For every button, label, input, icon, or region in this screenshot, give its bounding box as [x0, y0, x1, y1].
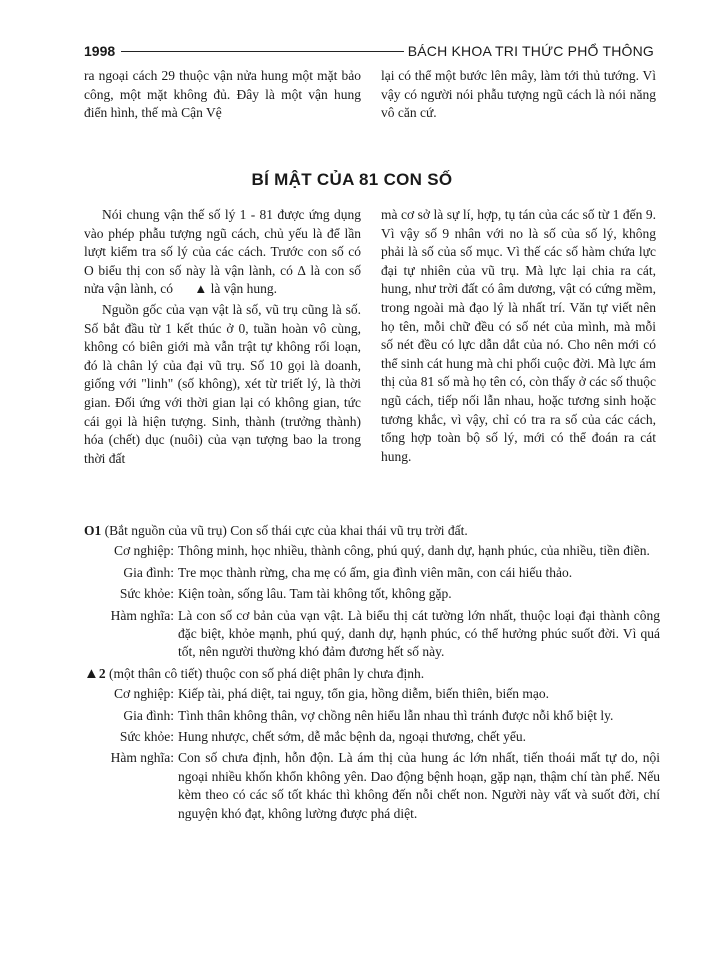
entry-1	[84, 522, 660, 662]
header-rule	[121, 51, 404, 52]
entry-heading	[84, 665, 660, 683]
entry-row	[84, 542, 660, 560]
entry-text: Tre mọc thành rừng, cha mẹ có ấm, gia đình viên mãn, con cái hiếu thảo.	[178, 564, 573, 580]
entry-2	[84, 665, 660, 823]
entry-text: Con số chưa định, hỗn độn. Là ám thị của hung ác lớn nhất, tiến thoái mất tự do, nội ngoại nhiều khốn khổn không yên. Dao động bệnh hoạn, gặp nạn, thậm chí tàn phế. Nếu kèm theo có các số tốt khác thì không đến nỗi chết non. Người này vất và suốt đời, chí nguyện khó đạt, không lường được phá diệt.	[178, 750, 660, 821]
entry-row	[84, 728, 660, 746]
entry-label: Cơ nghiệp:	[113, 686, 174, 702]
entry-heading	[84, 522, 660, 540]
entry-description: (Bắt nguồn của vũ trụ) Con số thái cực của khai thái vũ trụ trời đất.	[104, 523, 468, 538]
entry-label: Sức khỏe:	[119, 586, 174, 602]
number-entries	[84, 522, 660, 826]
entry-row	[84, 564, 660, 582]
top-right-paragraph: lại có thể một bước lên mây, làm tới thủ tướng. Vì vậy có người nói phẫu tượng ngũ cách là nói năng vô căn cứ.	[381, 68, 656, 121]
entry-label: Gia đình:	[123, 564, 174, 580]
page-number: 1998	[84, 43, 116, 59]
top-left-column	[84, 67, 361, 123]
entry-text: Thông minh, học nhiều, thành công, phú quý, danh dự, hạnh phúc, của nhiều, tiền điền.	[178, 543, 650, 559]
entry-label: Gia đình:	[123, 707, 174, 723]
entry-text: Kiếp tài, phá diệt, tai nguy, tổn gia, hồng diễm, biến thiên, biến mạo.	[178, 686, 550, 702]
entry-label: Hàm nghĩa:	[110, 750, 174, 766]
top-left-paragraph: ra ngoại cách 29 thuộc vận nửa hung một mặt bảo công, một mặt không đủ. Đây là một vận hung điển hình, thế mà Cận Vệ	[84, 68, 361, 121]
body-left-column	[84, 206, 361, 468]
top-right-column	[381, 67, 656, 123]
body-right-column	[381, 206, 656, 466]
entry-label: Cơ nghiệp:	[113, 543, 174, 559]
triangle-icon: ▲	[194, 281, 208, 297]
entry-row	[84, 685, 660, 703]
entry-number: 2	[98, 665, 106, 681]
body-paragraph-1	[84, 206, 361, 299]
triangle-icon: ▲	[84, 665, 99, 682]
entry-text: Tình thân không thân, vợ chồng nên hiểu lẫn nhau thì tránh được nỗi khổ biệt ly.	[178, 707, 614, 723]
entry-label: Sức khỏe:	[119, 729, 174, 745]
entry-label: Hàm nghĩa:	[110, 607, 174, 623]
entry-text: Là con số cơ bản của vạn vật. Là biểu thị cát tường lớn nhất, thuộc loại đại thành công đặc biệt, khỏe mạnh, phú quý, danh dự, hạnh phúc, có thể hưởng phúc suốt đời. Vì quá tốt, nên người thường khó đảm đương hết số này.	[178, 607, 660, 660]
entry-row	[84, 749, 660, 823]
running-header	[84, 41, 654, 61]
entry-row	[84, 607, 660, 662]
section-title: BÍ MẬT CỦA 81 CON SỐ	[251, 170, 453, 189]
body-paragraph-1-start: Nói chung vận thế số lý 1 - 81 được ứng dụng vào phép phẫu tượng ngũ cách, chủ yếu là để lần lượt kiểm tra số lý của các cách. Trước con số có O biểu thị con số này là vận lành, có ∆ là con số nửa vận lành, có	[84, 207, 361, 297]
body-paragraph-1-end: là vận hung.	[210, 281, 278, 297]
body-paragraph-2: Nguồn gốc của vạn vật là số, vũ trụ cũng là số. Số bắt đầu từ 1 kết thúc ở 0, tuần hoàn vô cùng, không có biên giới mà vẫn trật tự không rối loạn, đó là chân lý của đại vũ trụ. Số 10 gọi là doanh, giống với "linh" (số không), xét từ triết lý, là thời gian. Đối ứng với thời gian lại có không gian, tức cái gọi là hiện tượng. Sinh, thành (trưởng thành) hóa (chết) dục (nuôi) của vạn tượng bao la trong thời đất	[84, 301, 361, 466]
entry-text: Hung nhược, chết sớm, dễ mắc bệnh da, ngoại thương, chết yểu.	[178, 729, 526, 745]
entry-row	[84, 707, 660, 725]
book-title: BÁCH KHOA TRI THỨC PHỔ THÔNG	[407, 43, 654, 59]
body-paragraph-3: mà cơ sở là sự lí, hợp, tụ tán của các số từ 1 đến 9. Vì vậy số 9 nhân với no là số của số lý, không phải là số của số mục. Vì thế các số hàm chứa lực đại tự nhiên của vũ trụ. Mà lực lại chia ra cát, hung, như trời đất có âm dương, vật có cứng mềm, trong ngoài mà đạo lý là nhất trí. Văn tự viết nên họ tên, mỗi chữ đều có số nét của mình, mà mỗi số nét đều có lực dẫn dắt của nó. Cho nên mới có thể sinh cát hung mà chi phối cuộc đời. Mà lực ám thị của 81 số mà họ tên có, còn thấy ở các số thuộc ngũ cách, tiếp nối lẫn nhau, hoặc tương sinh hoặc tương khắc, vì vậy, chỉ có tra ra số của các cách, tổng hợp toàn bộ số lý, mới có thể đoán ra cát hung.	[381, 207, 656, 464]
entry-row	[84, 585, 660, 603]
entry-description: (một thân cô tiết) thuộc con số phá diệt phân ly chưa định.	[108, 665, 425, 681]
entry-number: O1	[84, 523, 102, 538]
entry-text: Kiện toàn, sống lâu. Tam tài không tốt, không gặp.	[178, 586, 452, 602]
